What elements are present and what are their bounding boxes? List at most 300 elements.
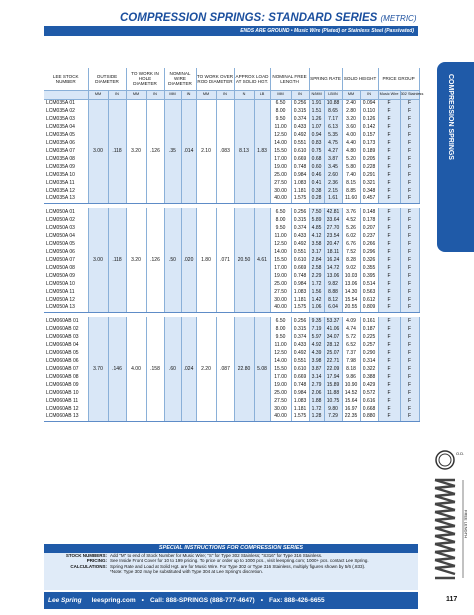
common-value: 3.70 — [88, 365, 108, 373]
unit-label: IN — [360, 90, 378, 99]
table-cell: 8.85 — [342, 187, 360, 195]
instruction-text: *Note: Type 302 may be substituted with Type 304 at Lee Spring's discretion. — [110, 568, 264, 574]
table-row — [44, 208, 419, 216]
table-cell: 13.06 — [324, 272, 342, 280]
table-cell: 0.322 — [360, 365, 378, 373]
common-value — [196, 264, 216, 272]
table-cell: 0.374 — [291, 115, 309, 123]
brand-logo[interactable]: Lee Spring — [48, 597, 82, 604]
table-row — [44, 99, 419, 107]
common-value — [146, 272, 164, 280]
table-cell: 1.083 — [291, 179, 309, 187]
table-cell: 28.12 — [324, 341, 342, 349]
common-value — [234, 123, 254, 131]
common-value — [164, 264, 181, 272]
table-row — [44, 333, 419, 341]
common-value — [234, 107, 254, 115]
table-cell: F — [378, 325, 400, 333]
table-cell: 0.148 — [360, 208, 378, 216]
table-cell: 5.89 — [309, 216, 324, 224]
common-value — [146, 413, 164, 421]
common-value — [234, 131, 254, 139]
common-value — [126, 139, 146, 147]
table-cell: 6.02 — [342, 232, 360, 240]
table-cell: 4.85 — [309, 224, 324, 232]
table-cell: 0.60 — [309, 163, 324, 171]
common-value — [234, 349, 254, 357]
common-value — [108, 397, 126, 405]
common-value: 8.13 — [234, 147, 254, 155]
table-cell: F — [400, 325, 419, 333]
table-cell: 1.72 — [309, 280, 324, 288]
stock-number: LCM035A 02 — [44, 107, 88, 115]
table-cell: 9.50 — [270, 224, 291, 232]
free-length-label: FREE LENGTH — [463, 510, 469, 539]
stock-number: LCM060AB 07 — [44, 365, 88, 373]
common-value — [146, 296, 164, 304]
common-value — [88, 195, 108, 203]
common-value — [254, 208, 270, 216]
table-cell: 22.71 — [324, 357, 342, 365]
common-value — [146, 264, 164, 272]
common-value — [88, 288, 108, 296]
table-cell: 9.82 — [324, 280, 342, 288]
table-cell: 5.80 — [342, 163, 360, 171]
table-cell: 15.54 — [342, 296, 360, 304]
common-value: .50 — [164, 256, 181, 264]
common-value — [196, 240, 216, 248]
table-cell: F — [400, 171, 419, 179]
table-cell: F — [378, 216, 400, 224]
table-cell: 2.36 — [324, 179, 342, 187]
side-tab[interactable]: COMPRESSION SPRINGS — [437, 62, 474, 252]
table-cell: 4.27 — [324, 147, 342, 155]
common-value — [234, 272, 254, 280]
page-title: COMPRESSION SPRINGS: STANDARD SERIES (METRIC) — [120, 12, 417, 24]
table-body — [44, 99, 419, 421]
common-value — [196, 208, 216, 216]
stock-number: LCM050A 06 — [44, 248, 88, 256]
common-value — [164, 304, 181, 312]
table-row — [44, 317, 419, 325]
table-cell: 3.20 — [342, 115, 360, 123]
common-value — [108, 325, 126, 333]
common-value — [126, 325, 146, 333]
table-cell: F — [400, 216, 419, 224]
common-value: 3.00 — [88, 256, 108, 264]
common-value — [254, 405, 270, 413]
common-value — [108, 99, 126, 107]
table-cell: 14.72 — [324, 264, 342, 272]
common-value — [196, 288, 216, 296]
common-value — [196, 357, 216, 365]
common-value — [196, 115, 216, 123]
stock-number: LCM035A 12 — [44, 187, 88, 195]
table-cell: F — [400, 163, 419, 171]
common-value — [216, 304, 234, 312]
common-value — [126, 288, 146, 296]
common-value — [108, 317, 126, 325]
table-cell: 27.50 — [270, 179, 291, 187]
common-value — [88, 341, 108, 349]
common-value — [146, 224, 164, 232]
stock-number: LCM050A 10 — [44, 280, 88, 288]
common-value — [254, 240, 270, 248]
table-cell: 0.41 — [309, 179, 324, 187]
common-value — [164, 179, 181, 187]
od-label: O.D. — [456, 451, 465, 456]
table-cell: 0.178 — [360, 216, 378, 224]
table-cell: 7.19 — [309, 325, 324, 333]
unit-label: LB/IN — [324, 90, 342, 99]
table-row — [44, 216, 419, 224]
common-value — [108, 349, 126, 357]
common-value — [181, 405, 196, 413]
instruction-label: CALCULATIONS: — [70, 563, 107, 569]
common-value — [216, 139, 234, 147]
stock-number: LCM050A 11 — [44, 288, 88, 296]
common-value — [146, 139, 164, 147]
common-value — [108, 224, 126, 232]
common-value — [254, 216, 270, 224]
common-value: 5.08 — [254, 365, 270, 373]
common-value: .014 — [181, 147, 196, 155]
common-value — [254, 248, 270, 256]
table-cell: 15.89 — [324, 381, 342, 389]
table-cell: 27.50 — [270, 288, 291, 296]
table-cell: 41.06 — [324, 325, 342, 333]
table-cell: 8.88 — [324, 288, 342, 296]
common-value — [196, 397, 216, 405]
common-value — [216, 413, 234, 421]
common-value — [88, 280, 108, 288]
common-value — [234, 357, 254, 365]
common-value — [108, 208, 126, 216]
common-value — [88, 155, 108, 163]
table-cell: F — [400, 208, 419, 216]
common-value — [254, 155, 270, 163]
common-value — [254, 123, 270, 131]
table-cell: 0.612 — [360, 296, 378, 304]
common-value — [254, 357, 270, 365]
table-cell: F — [378, 365, 400, 373]
common-value — [164, 280, 181, 288]
common-value — [181, 123, 196, 131]
table-cell: 34.07 — [324, 333, 342, 341]
table-cell: F — [378, 413, 400, 421]
table-cell: 0.189 — [360, 147, 378, 155]
common-value: 3.20 — [126, 256, 146, 264]
table-cell: 1.91 — [309, 99, 324, 107]
common-value — [196, 317, 216, 325]
column-header: TO WORK OVER ROD DIAMETER — [196, 68, 234, 90]
common-value — [146, 232, 164, 240]
table-cell: 7.17 — [324, 115, 342, 123]
column-header: NOMINAL WIRE DIAMETER — [164, 68, 196, 90]
common-value — [234, 317, 254, 325]
common-value — [88, 187, 108, 195]
stock-number: LCM060AB 10 — [44, 389, 88, 397]
common-value — [88, 179, 108, 187]
common-value — [196, 232, 216, 240]
common-value — [108, 195, 126, 203]
table-cell: F — [378, 147, 400, 155]
common-value — [181, 155, 196, 163]
common-value — [181, 304, 196, 312]
table-cell: 5.26 — [342, 224, 360, 232]
common-value: .118 — [108, 147, 126, 155]
table-cell: 0.374 — [291, 333, 309, 341]
table-cell: 10.88 — [324, 99, 342, 107]
table-row — [44, 365, 419, 373]
common-value — [181, 280, 196, 288]
page-number: 117 — [446, 596, 458, 603]
unit-label: Music Wire — [378, 90, 400, 99]
stock-number: LCM060AB 03 — [44, 333, 88, 341]
table-cell: 33.64 — [324, 216, 342, 224]
common-value — [108, 107, 126, 115]
common-value — [146, 99, 164, 107]
common-value — [234, 280, 254, 288]
common-value: .020 — [181, 256, 196, 264]
column-header: LEE STOCK NUMBER — [44, 68, 88, 90]
common-value — [146, 115, 164, 123]
common-value — [164, 296, 181, 304]
common-value — [164, 317, 181, 325]
table-cell: 1.181 — [291, 405, 309, 413]
common-value — [196, 304, 216, 312]
stock-number: LCM050A 05 — [44, 240, 88, 248]
table-cell: 12.50 — [270, 349, 291, 357]
spring-diagram-icon — [425, 450, 469, 585]
common-value — [164, 357, 181, 365]
common-value — [146, 405, 164, 413]
table-row — [44, 123, 419, 131]
common-value: .083 — [216, 147, 234, 155]
table-cell: 0.257 — [360, 341, 378, 349]
table-cell: 1.575 — [291, 304, 309, 312]
table-cell: 0.126 — [360, 115, 378, 123]
table-cell: F — [378, 163, 400, 171]
common-value — [196, 195, 216, 203]
table-cell: 0.610 — [291, 365, 309, 373]
table-cell: 0.68 — [309, 155, 324, 163]
table-cell: 1.72 — [309, 405, 324, 413]
table-cell: F — [400, 264, 419, 272]
common-value: .024 — [181, 365, 196, 373]
common-value — [88, 248, 108, 256]
common-value — [146, 280, 164, 288]
unit-label: MM — [164, 90, 181, 99]
common-value — [88, 272, 108, 280]
table-cell: F — [400, 240, 419, 248]
table-cell: F — [378, 304, 400, 312]
table-cell: F — [400, 224, 419, 232]
table-row — [44, 325, 419, 333]
common-value — [126, 232, 146, 240]
common-value — [234, 304, 254, 312]
table-cell: 8.12 — [324, 296, 342, 304]
common-value — [108, 272, 126, 280]
common-value — [181, 171, 196, 179]
table-cell: 40.00 — [270, 304, 291, 312]
common-value — [234, 341, 254, 349]
common-value — [181, 264, 196, 272]
common-value — [254, 333, 270, 341]
common-value — [196, 389, 216, 397]
common-value — [254, 296, 270, 304]
table-cell: F — [378, 389, 400, 397]
table-cell: F — [400, 296, 419, 304]
table-cell: 15.50 — [270, 365, 291, 373]
common-value: 2.20 — [196, 365, 216, 373]
common-value: .60 — [164, 365, 181, 373]
common-value — [146, 131, 164, 139]
common-value — [196, 333, 216, 341]
table-cell: 18.11 — [324, 248, 342, 256]
table-cell: 15.50 — [270, 256, 291, 264]
common-value — [126, 187, 146, 195]
common-value — [146, 325, 164, 333]
common-value — [254, 232, 270, 240]
table-cell: 0.348 — [360, 187, 378, 195]
common-value — [164, 397, 181, 405]
website-link[interactable]: leespring.com — [91, 597, 136, 604]
instruction-label — [48, 569, 110, 574]
common-value — [146, 155, 164, 163]
common-value — [196, 413, 216, 421]
common-value — [164, 333, 181, 341]
common-value — [181, 216, 196, 224]
unit-label: N — [234, 90, 254, 99]
common-value — [164, 171, 181, 179]
table-cell: 0.429 — [360, 381, 378, 389]
common-value — [126, 413, 146, 421]
common-value — [196, 325, 216, 333]
table-cell: 1.51 — [309, 107, 324, 115]
table-cell: 0.256 — [291, 208, 309, 216]
common-value — [164, 187, 181, 195]
table-cell: 4.40 — [342, 139, 360, 147]
common-value — [108, 381, 126, 389]
common-value — [146, 123, 164, 131]
common-value — [216, 397, 234, 405]
table-cell: 0.256 — [291, 99, 309, 107]
common-value — [146, 208, 164, 216]
column-header: NOMINAL FREE LENGTH — [270, 68, 309, 90]
table-cell: F — [400, 397, 419, 405]
table-cell: 1.181 — [291, 296, 309, 304]
table-cell: 23.54 — [324, 232, 342, 240]
table-cell: F — [400, 365, 419, 373]
common-value — [216, 357, 234, 365]
common-value: 22.80 — [234, 365, 254, 373]
common-value — [196, 171, 216, 179]
stock-number: LCM035A 08 — [44, 155, 88, 163]
table-row — [44, 171, 419, 179]
table-cell: F — [378, 256, 400, 264]
table-cell: F — [400, 280, 419, 288]
common-value — [234, 171, 254, 179]
spring-table — [44, 68, 424, 422]
stock-number: LCM050A 12 — [44, 296, 88, 304]
common-value — [108, 155, 126, 163]
common-value — [146, 341, 164, 349]
common-value: .118 — [108, 256, 126, 264]
common-value — [126, 357, 146, 365]
table-cell: 2.15 — [324, 187, 342, 195]
column-header: PRICE GROUP — [378, 68, 419, 90]
common-value — [126, 381, 146, 389]
common-value — [126, 405, 146, 413]
table-cell: 0.315 — [291, 216, 309, 224]
common-value — [234, 296, 254, 304]
common-value — [234, 179, 254, 187]
table-cell: 22.09 — [324, 365, 342, 373]
common-value — [146, 187, 164, 195]
common-value — [146, 333, 164, 341]
table-cell: 4.00 — [342, 131, 360, 139]
table-cell: 0.46 — [309, 171, 324, 179]
table-cell: F — [378, 333, 400, 341]
common-value — [216, 155, 234, 163]
table-row — [44, 272, 419, 280]
table-cell: 3.58 — [309, 240, 324, 248]
table-cell: 4.09 — [342, 317, 360, 325]
stock-number: LCM060AB 02 — [44, 325, 88, 333]
common-value — [254, 341, 270, 349]
common-value — [216, 224, 234, 232]
table-cell: 0.291 — [360, 171, 378, 179]
common-value — [234, 115, 254, 123]
common-value — [88, 171, 108, 179]
column-header: OUTSIDE DIAMETER — [88, 68, 126, 90]
table-cell: 0.433 — [291, 341, 309, 349]
common-value — [216, 264, 234, 272]
common-value — [164, 232, 181, 240]
common-value — [146, 216, 164, 224]
stock-number: LCM035A 07 — [44, 147, 88, 155]
table-cell: F — [378, 280, 400, 288]
common-value — [181, 107, 196, 115]
table-cell: 4.92 — [309, 341, 324, 349]
common-value — [126, 248, 146, 256]
common-value — [234, 155, 254, 163]
common-value — [234, 187, 254, 195]
common-value — [254, 288, 270, 296]
common-value — [108, 405, 126, 413]
common-value — [126, 224, 146, 232]
table-cell: 0.38 — [309, 187, 324, 195]
table-cell: 0.237 — [360, 232, 378, 240]
stock-number: LCM050A 01 — [44, 208, 88, 216]
stock-number: LCM050A 07 — [44, 256, 88, 264]
common-value — [181, 373, 196, 381]
common-value: 4.61 — [254, 256, 270, 264]
common-value — [126, 304, 146, 312]
common-value — [254, 349, 270, 357]
table-cell: 0.610 — [291, 256, 309, 264]
stock-number: LCM035A 13 — [44, 195, 88, 203]
table-cell: 3.45 — [324, 163, 342, 171]
instruction-text: Spring Rate and Load at Solid Hgt. are for Music Wire. For Type 302 or Type 316 Stainless, multiply figures shown by 5/6 (.833). — [110, 563, 366, 569]
common-value — [196, 99, 216, 107]
table-cell: 1.88 — [309, 397, 324, 405]
table-cell: 0.75 — [309, 147, 324, 155]
common-value — [181, 389, 196, 397]
table-cell: 17.94 — [324, 373, 342, 381]
table-cell: 11.00 — [270, 123, 291, 131]
